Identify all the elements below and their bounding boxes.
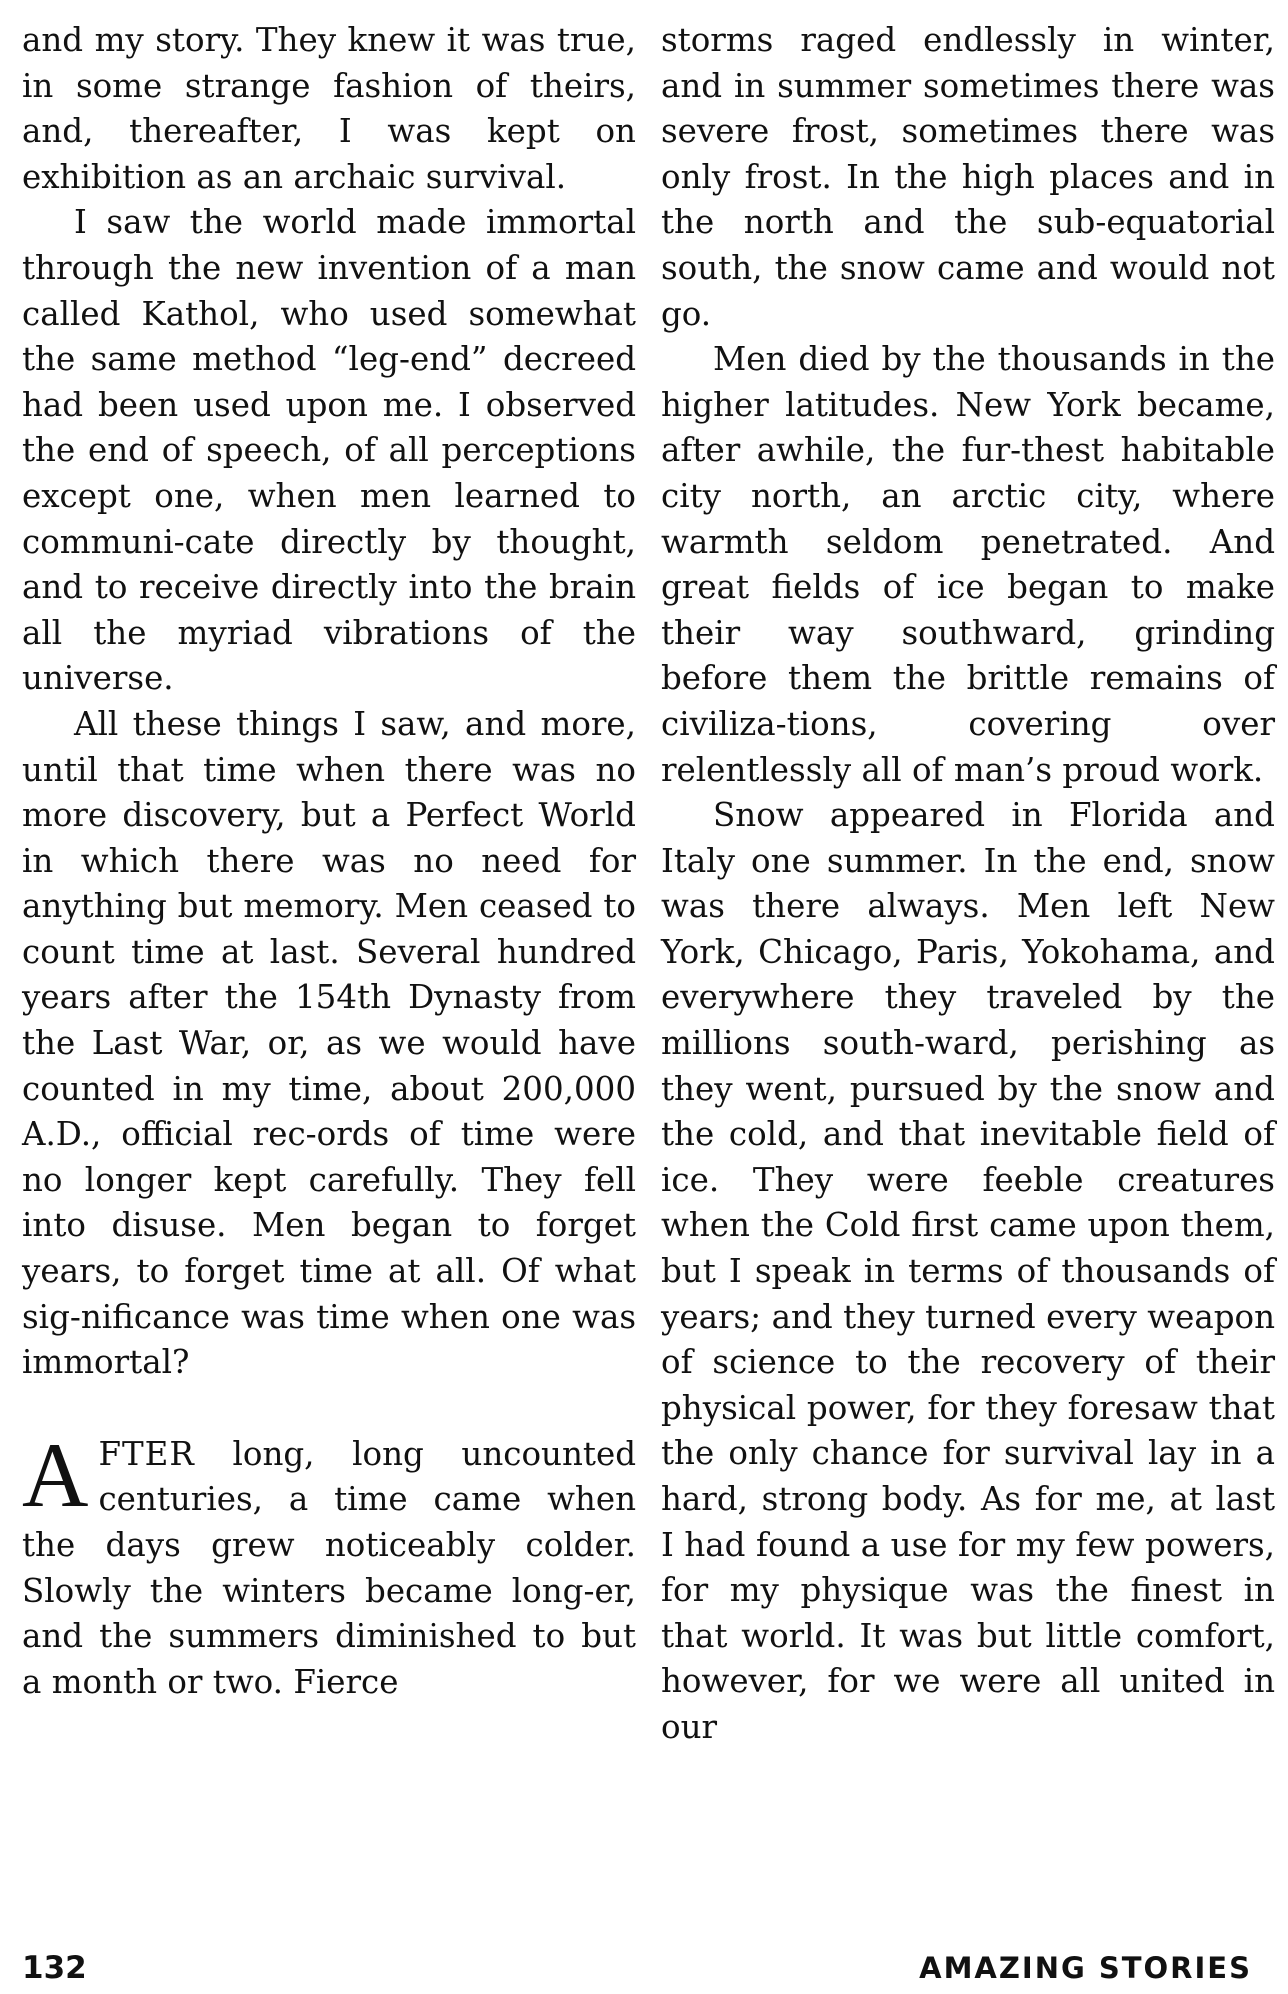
section-break — [22, 1386, 636, 1432]
paragraph-storms: storms raged endlessly in winter, and in summer sometimes there was severe frost, sometimes there was only frost. In the high places and in the north and the sub-equatorial south, the snow came and would not go. — [661, 21, 1275, 333]
magazine-title: AMAZING STORIES — [919, 1951, 1252, 1985]
page-number: 132 — [22, 1950, 87, 1986]
right-column — [661, 18, 1275, 1751]
paragraph-after-centuries-text: long, long uncounted centuries, a time came when the days grew noticeably colder. Slowly the winters became long-er, and the summers diminished to but a month or two. Fierce — [22, 1434, 636, 1701]
paragraph-perfect-world: All these things I saw, and more, until that time when there was no more discovery, but a Perfect World in which there was no need for anything but memory. Men ceased to count time at last. Several hundred years after the 154th Dynasty from the Last War, or, as we would have counted in my time, about 200,000 A.D., official rec-ords of time were no longer kept carefully. They fell into disuse. Men began to forget years, to forget time at all. Of what sig-nificance was time when one was immortal? — [22, 704, 636, 1382]
left-column — [22, 18, 636, 1705]
paragraph-men-died: Men died by the thousands in the higher latitudes. New York became, after awhile, the fur-thest habitable city north, an arctic city, where warmth seldom penetrated. And great fields of ice began to make their way southward, grinding before them the brittle remains of civiliza-tions, covering over relentlessly all of man’s proud work. — [661, 340, 1275, 789]
paragraph-after-centuries — [22, 1423, 636, 1706]
paragraph-immortal-world: I saw the world made immortal through the new invention of a man called Kathol, who used somewhat the same method “leg-end” decreed had been used upon me. I observed the end of speech, of all perceptions except one, when men learned to communi-cate directly by thought, and to receive directly into the brain all the myriad vibrations of the universe. — [22, 203, 636, 698]
paragraph-continued: and my story. They knew it was true, in some strange fashion of theirs, and, thereafter, I was kept on exhibition as an archaic survival. — [22, 21, 636, 196]
page-footer — [0, 1948, 1288, 1988]
paragraph-snow-appeared: Snow appeared in Florida and Italy one summer. In the end, snow was there always. Men left New York, Chicago, Paris, Yokohama, and everywhere they traveled by the millions south-ward, perishing as they went, pursued by the snow and the cold, and that inevitable field of ice. They were feeble creatures when the Cold first came upon them, but I speak in terms of thousands of years; and they turned every weapon of science to the recovery of their physical power, for they foresaw that the only chance for survival lay in a hard, strong body. As for me, at last I had found a use for my few powers, for my physique was the finest in that world. It was but little comfort, however, for we were all united in our — [661, 796, 1275, 1746]
drop-cap-letter: A — [22, 1423, 89, 1526]
small-caps-opening: FTER — [98, 1434, 195, 1473]
